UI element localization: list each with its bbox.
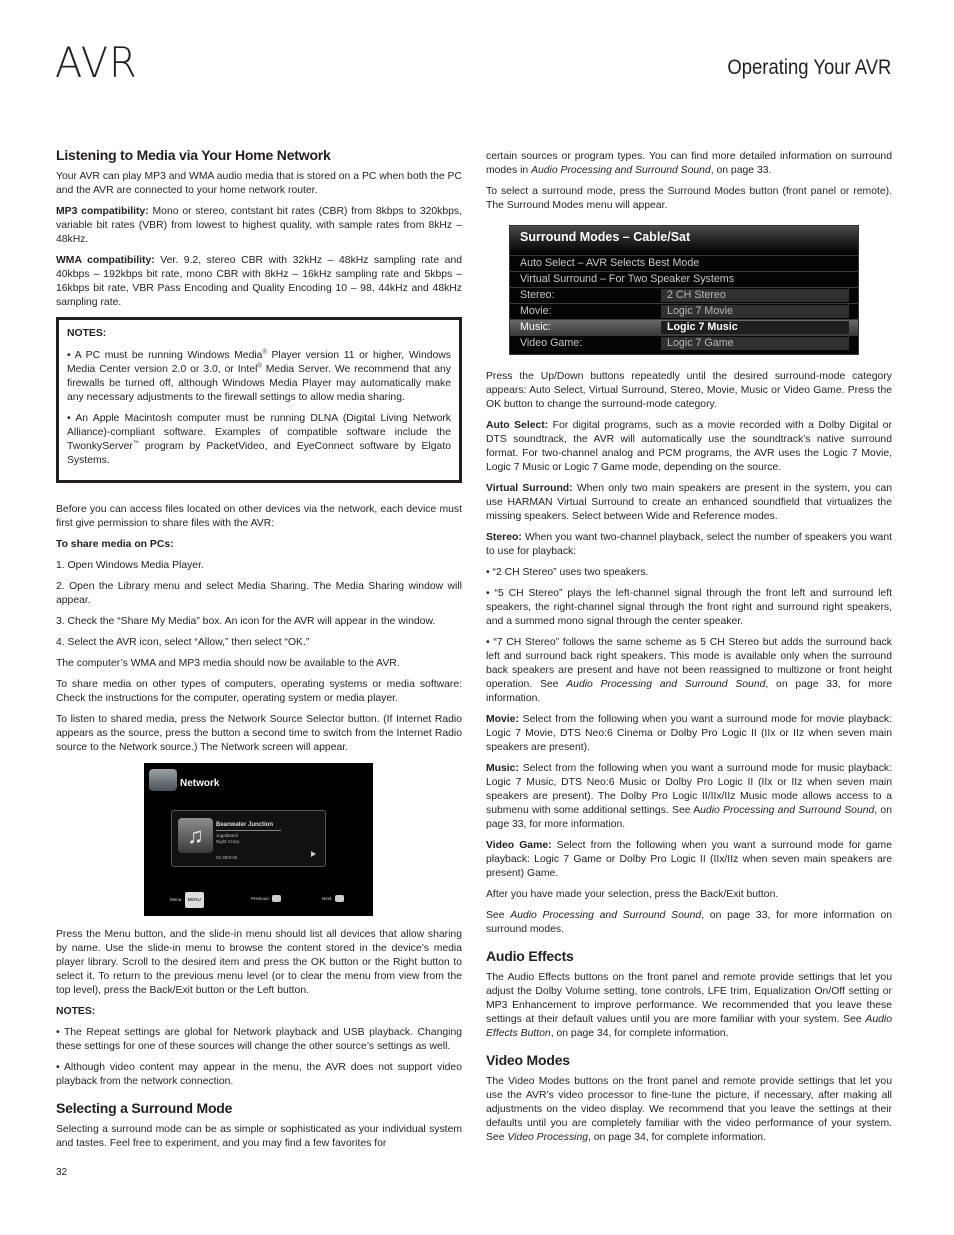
notes-box <box>56 317 462 483</box>
menu-row-music-selected <box>510 319 858 335</box>
step: 1. Open Windows Media Player. <box>56 560 204 571</box>
music-note-icon: ♫ <box>178 818 213 853</box>
paragraph-text: Select from the following when you want a surround mode for music playback: Logic 7 Music, DTS Neo:6 Music or Dolby Pro Logic II (IIx or IIz when seven main speakers are present). The Dolby Pro Logic II/IIx/IIz Music mode allows access to a submenu with some additional settings. See A <box>486 763 892 816</box>
cross-reference: Audio Processing and Surround Sound <box>510 910 702 921</box>
note-text: program by PacketVideo, and EyeConnect software by Elgato Systems. <box>67 441 451 466</box>
paragraph <box>486 971 892 1041</box>
running-head: Operating Your AVR <box>726 56 891 79</box>
track-time: 01:30/3:45 <box>216 855 238 860</box>
paragraph: Your AVR can play MP3 and WMA audio media that is stored on a PC when both the PC and the AVR are connected to your home network router. <box>56 171 462 196</box>
left-column <box>56 148 462 1158</box>
menu-row-label: Movie: <box>520 305 552 317</box>
network-globe-icon <box>149 769 177 791</box>
paragraph-text: , on page 33. <box>710 165 772 176</box>
track-line: Jugalbandi <box>216 833 238 838</box>
paragraph <box>56 254 462 310</box>
menu-row-label: Music: <box>520 321 551 333</box>
divider <box>216 830 281 831</box>
section-heading-network: Listening to Media via Your Home Network <box>56 147 331 163</box>
paragraph-text: For digital programs, such as a movie recorded with a Dolby Digital or DTS soundtrack, the AVR will automatically use the soundtrack’s native surround format. For two-channel analog and PCM programs, the AVR uses the Logic 7 Movie, Logic 7 Music or Logic 7 Game mode, depending on the source. <box>486 420 893 473</box>
step: 4. Select the AVR icon, select “Allow,” then select “OK.” <box>56 637 310 648</box>
lead-label: Video Game: <box>486 840 552 851</box>
menu-title: Surround Modes – Cable/Sat <box>510 226 858 255</box>
paragraph <box>486 150 892 178</box>
note-text: • An Apple Macintosh computer must be running DLNA (Digital Living Network Alliance)-compliant software. Examples of compatible software include the TwonkyServer <box>67 413 451 452</box>
menu-hint-label: Menu: <box>170 897 183 902</box>
cross-reference: Audio Processing and Surround Sound <box>566 679 766 690</box>
paragraph: To select a surround mode, press the Surround Modes button (front panel or remote). The Surround Modes menu will appear. <box>486 186 892 211</box>
avr-logo: AVR <box>55 38 138 87</box>
paragraph: Press the Up/Down buttons repeatedly until the desired surround-mode category appears: Auto Select, Virtual Surround, Stereo, Movie, Music or Video Game. Press the OK button to change the surround-mode category. <box>486 371 892 410</box>
cross-reference: udio Processing and Surround Sound <box>700 805 875 816</box>
note-text: Media Server. We recommend that any firewalls be turned off, although Windows Media Player may automatically make any necessary adjustments to the firewall settings to allow media sharing. <box>67 364 451 403</box>
previous-icon <box>272 895 281 902</box>
step: 2. Open the Library menu and select Media Sharing. The Media Sharing window will appear. <box>56 581 462 606</box>
subheading-share: To share media on PCs: <box>56 539 174 550</box>
menu-row-value: Logic 7 Music <box>661 321 849 334</box>
lead-label: Auto Select: <box>486 420 549 431</box>
page-number: 32 <box>56 1167 68 1178</box>
paragraph <box>486 713 892 755</box>
lead-label: Music: <box>486 763 519 774</box>
now-playing-card <box>171 810 326 867</box>
bullet-text: • “7 CH Stereo” follows the same scheme as 5 CH Stereo but adds the surround back left and surround back right speakers. This mode is available only when the surround back speakers are present and have not been reassigned to multizone or front height operation. See <box>486 637 892 690</box>
paragraph <box>56 205 462 247</box>
paragraph: Before you can access files located on other devices via the network, each device must first give permission to share files with the AVR: <box>56 504 462 529</box>
step: 3. Check the “Share My Media” box. An icon for the AVR will appear in the window. <box>56 616 436 627</box>
paragraph-text: , on page 34, for complete information. <box>588 1132 766 1143</box>
bullet-text: , on page 33, for more information. <box>486 679 892 704</box>
paragraph: Press the Menu button, and the slide-in menu should list all devices that allow sharing by name. Use the slide-in menu to browse the content stored in the device’s media player library. Scroll to the desired item and press the OK button or the Right button to select it. To return to the previous menu level (or to clear the menu from view from the top level), press the Back/Exit button or the Left button. <box>56 929 462 996</box>
bullet: • “2 CH Stereo” uses two speakers. <box>486 567 649 578</box>
menu-row-stereo <box>510 287 858 303</box>
paragraph-text: certain sources or program types. You can find more detailed information on surround modes in <box>486 151 892 176</box>
menu-row-video-game <box>510 335 858 351</box>
cross-reference: Audio Processing and Surround Sound <box>531 165 711 176</box>
next-hint-label: Next: <box>322 896 333 901</box>
menu-row-label: Stereo: <box>520 289 555 301</box>
paragraph-text: The Video Modes buttons on the front panel and remote provide settings that let you use the AVR’s video processor to fine-tune the picture, if necessary, after making all adjustments on the video display. We recommend that you leave the settings at their defaults until you are completely familiar with the video performance of your system. See <box>486 1076 892 1143</box>
note: • Although video content may appear in the menu, the AVR does not support video playback from the network connection. <box>56 1062 462 1087</box>
paragraph <box>486 419 892 475</box>
section-heading-surround: Selecting a Surround Mode <box>56 1100 233 1116</box>
menu-row-value: Logic 7 Movie <box>661 305 849 318</box>
paragraph-text: , on page 33, for more information on surround modes. <box>486 910 893 935</box>
lead-label: Movie: <box>486 714 519 725</box>
note-text: • A PC must be running Windows Media <box>67 350 263 361</box>
paragraph-text: Select from the following when you want a surround mode for game playback: Logic 7 Game or Dolby Pro Logic II (IIx/IIz when seven main speakers are present) Game. <box>486 840 892 879</box>
menu-row: Auto Select – AVR Selects Best Mode <box>510 255 858 271</box>
registered-mark: ® <box>257 363 262 370</box>
bullet <box>486 636 892 706</box>
previous-hint <box>251 892 281 906</box>
note <box>67 412 451 468</box>
section-heading-audio-effects: Audio Effects <box>486 948 574 964</box>
previous-hint-label: Previous: <box>251 896 270 901</box>
lead-label: WMA compatibility: <box>56 255 155 266</box>
network-screen-title: Network <box>180 778 220 789</box>
paragraph-text: , on page 33, for more information. <box>486 805 892 830</box>
note: • The Repeat settings are global for Network playback and USB playback. Changing these settings for one of these sources will change the other source’s settings as well. <box>56 1027 462 1052</box>
paragraph: To share media on other types of computers, operating systems or media software: Check the instructions for the computer, operating system or media player. <box>56 679 462 704</box>
paragraph: The computer’s WMA and MP3 media should now be available to the AVR. <box>56 658 400 669</box>
paragraph <box>486 909 892 937</box>
right-column <box>486 150 892 1152</box>
paragraph-text: When you want two-channel playback, select the number of speakers you want to use for playback: <box>486 532 892 557</box>
network-screen-image <box>144 763 373 916</box>
paragraph <box>486 482 892 524</box>
lead-label: Virtual Surround: <box>486 483 573 494</box>
paragraph-text: Mono or stereo, contstant bit rates (CBR) from 8kbps to 320kbps, variable bit rates (VBR) from lowest to highest quality, with sample rates from 8kHz – 48kHz. <box>56 206 462 245</box>
notes-heading: NOTES: <box>67 328 107 339</box>
paragraph <box>486 762 892 832</box>
paragraph-text: Ver. 9.2, stereo CBR with 32kHz – 48kHz sampling rate and 40kbps – 192kbps bit rate, mono CBR with 8kHz – 16kHz sampling rate and 5kbps – 16kbps bit rate, VBR Pass Encoding and Quality Encoding 10 – 98, 44kHz and 48kHz sampling rate. <box>56 255 463 308</box>
next-hint <box>322 892 344 906</box>
note <box>67 349 451 405</box>
paragraph <box>486 1075 892 1145</box>
cross-reference: Video Processing <box>507 1132 589 1143</box>
cross-reference: Audio Effects Button <box>486 1014 892 1039</box>
paragraph: To listen to shared media, press the Network Source Selector button. (If Internet Radio appears as the source, press the button a second time to switch from the Internet Radio source to the Network source.) The Network screen will appear. <box>56 714 462 753</box>
trademark-mark: ™ <box>132 440 139 447</box>
registered-mark: ® <box>262 349 267 356</box>
paragraph-text: The Audio Effects buttons on the front panel and remote provide settings that let you adjust the Dolby Volume setting, tone controls, LFE trim, Equalization On/Off setting or MP3 Enhancement to improve performance. We recommended that you leave these settings at their default values until you are more familiar with your system. See <box>486 972 892 1025</box>
paragraph <box>486 839 892 881</box>
play-icon <box>311 851 316 857</box>
track-line: Night Crazy <box>216 839 240 844</box>
paragraph-text: Select from the following when you want a surround mode for movie playback: Logic 7 Movie, DTS Neo:6 Cinema or Dolby Pro Logic II (IIx or IIz when seven main speakers are present). <box>486 714 892 753</box>
notes-heading: NOTES: <box>56 1006 96 1017</box>
paragraph: After you have made your selection, press the Back/Exit button. <box>486 889 779 900</box>
lead-label: Stereo: <box>486 532 522 543</box>
paragraph: Selecting a surround mode can be as simple or sophisticated as your individual system and tastes. Feel free to experiment, and you may find a few favorites for <box>56 1124 462 1149</box>
bullet: • “5 CH Stereo” plays the left-channel signal through the front left and surround left speakers, the right-channel signal through the front right and surround right speakers, and a summed mono signal through the center speaker. <box>486 588 892 627</box>
surround-modes-menu-image <box>509 225 859 355</box>
paragraph-text: See <box>486 910 511 921</box>
menu-hint <box>170 892 204 908</box>
menu-row: Virtual Surround – For Two Speaker Systems <box>510 271 858 287</box>
menu-row-label: Video Game: <box>520 337 583 349</box>
paragraph-text: , on page 34, for complete information. <box>550 1028 729 1039</box>
paragraph <box>486 531 892 559</box>
menu-row-movie <box>510 303 858 319</box>
menu-button-badge: MENU <box>185 892 204 908</box>
next-icon <box>335 895 344 902</box>
song-title: Beanwater Junction <box>216 822 274 828</box>
paragraph-text: When only two main speakers are present in the system, you can use HARMAN Virtual Surround to create an enhanced soundfield that virtualizes the missing speakers. Select between Wide and Reference modes. <box>486 483 892 522</box>
menu-row-value: 2 CH Stereo <box>661 289 849 302</box>
lead-label: MP3 compatibility: <box>56 206 149 217</box>
note-text: Player version 11 or higher, Windows Media Center version 2.0 or 3.0, or Intel <box>67 350 451 375</box>
section-heading-video-modes: Video Modes <box>486 1052 570 1068</box>
menu-row-value: Logic 7 Game <box>661 337 849 350</box>
